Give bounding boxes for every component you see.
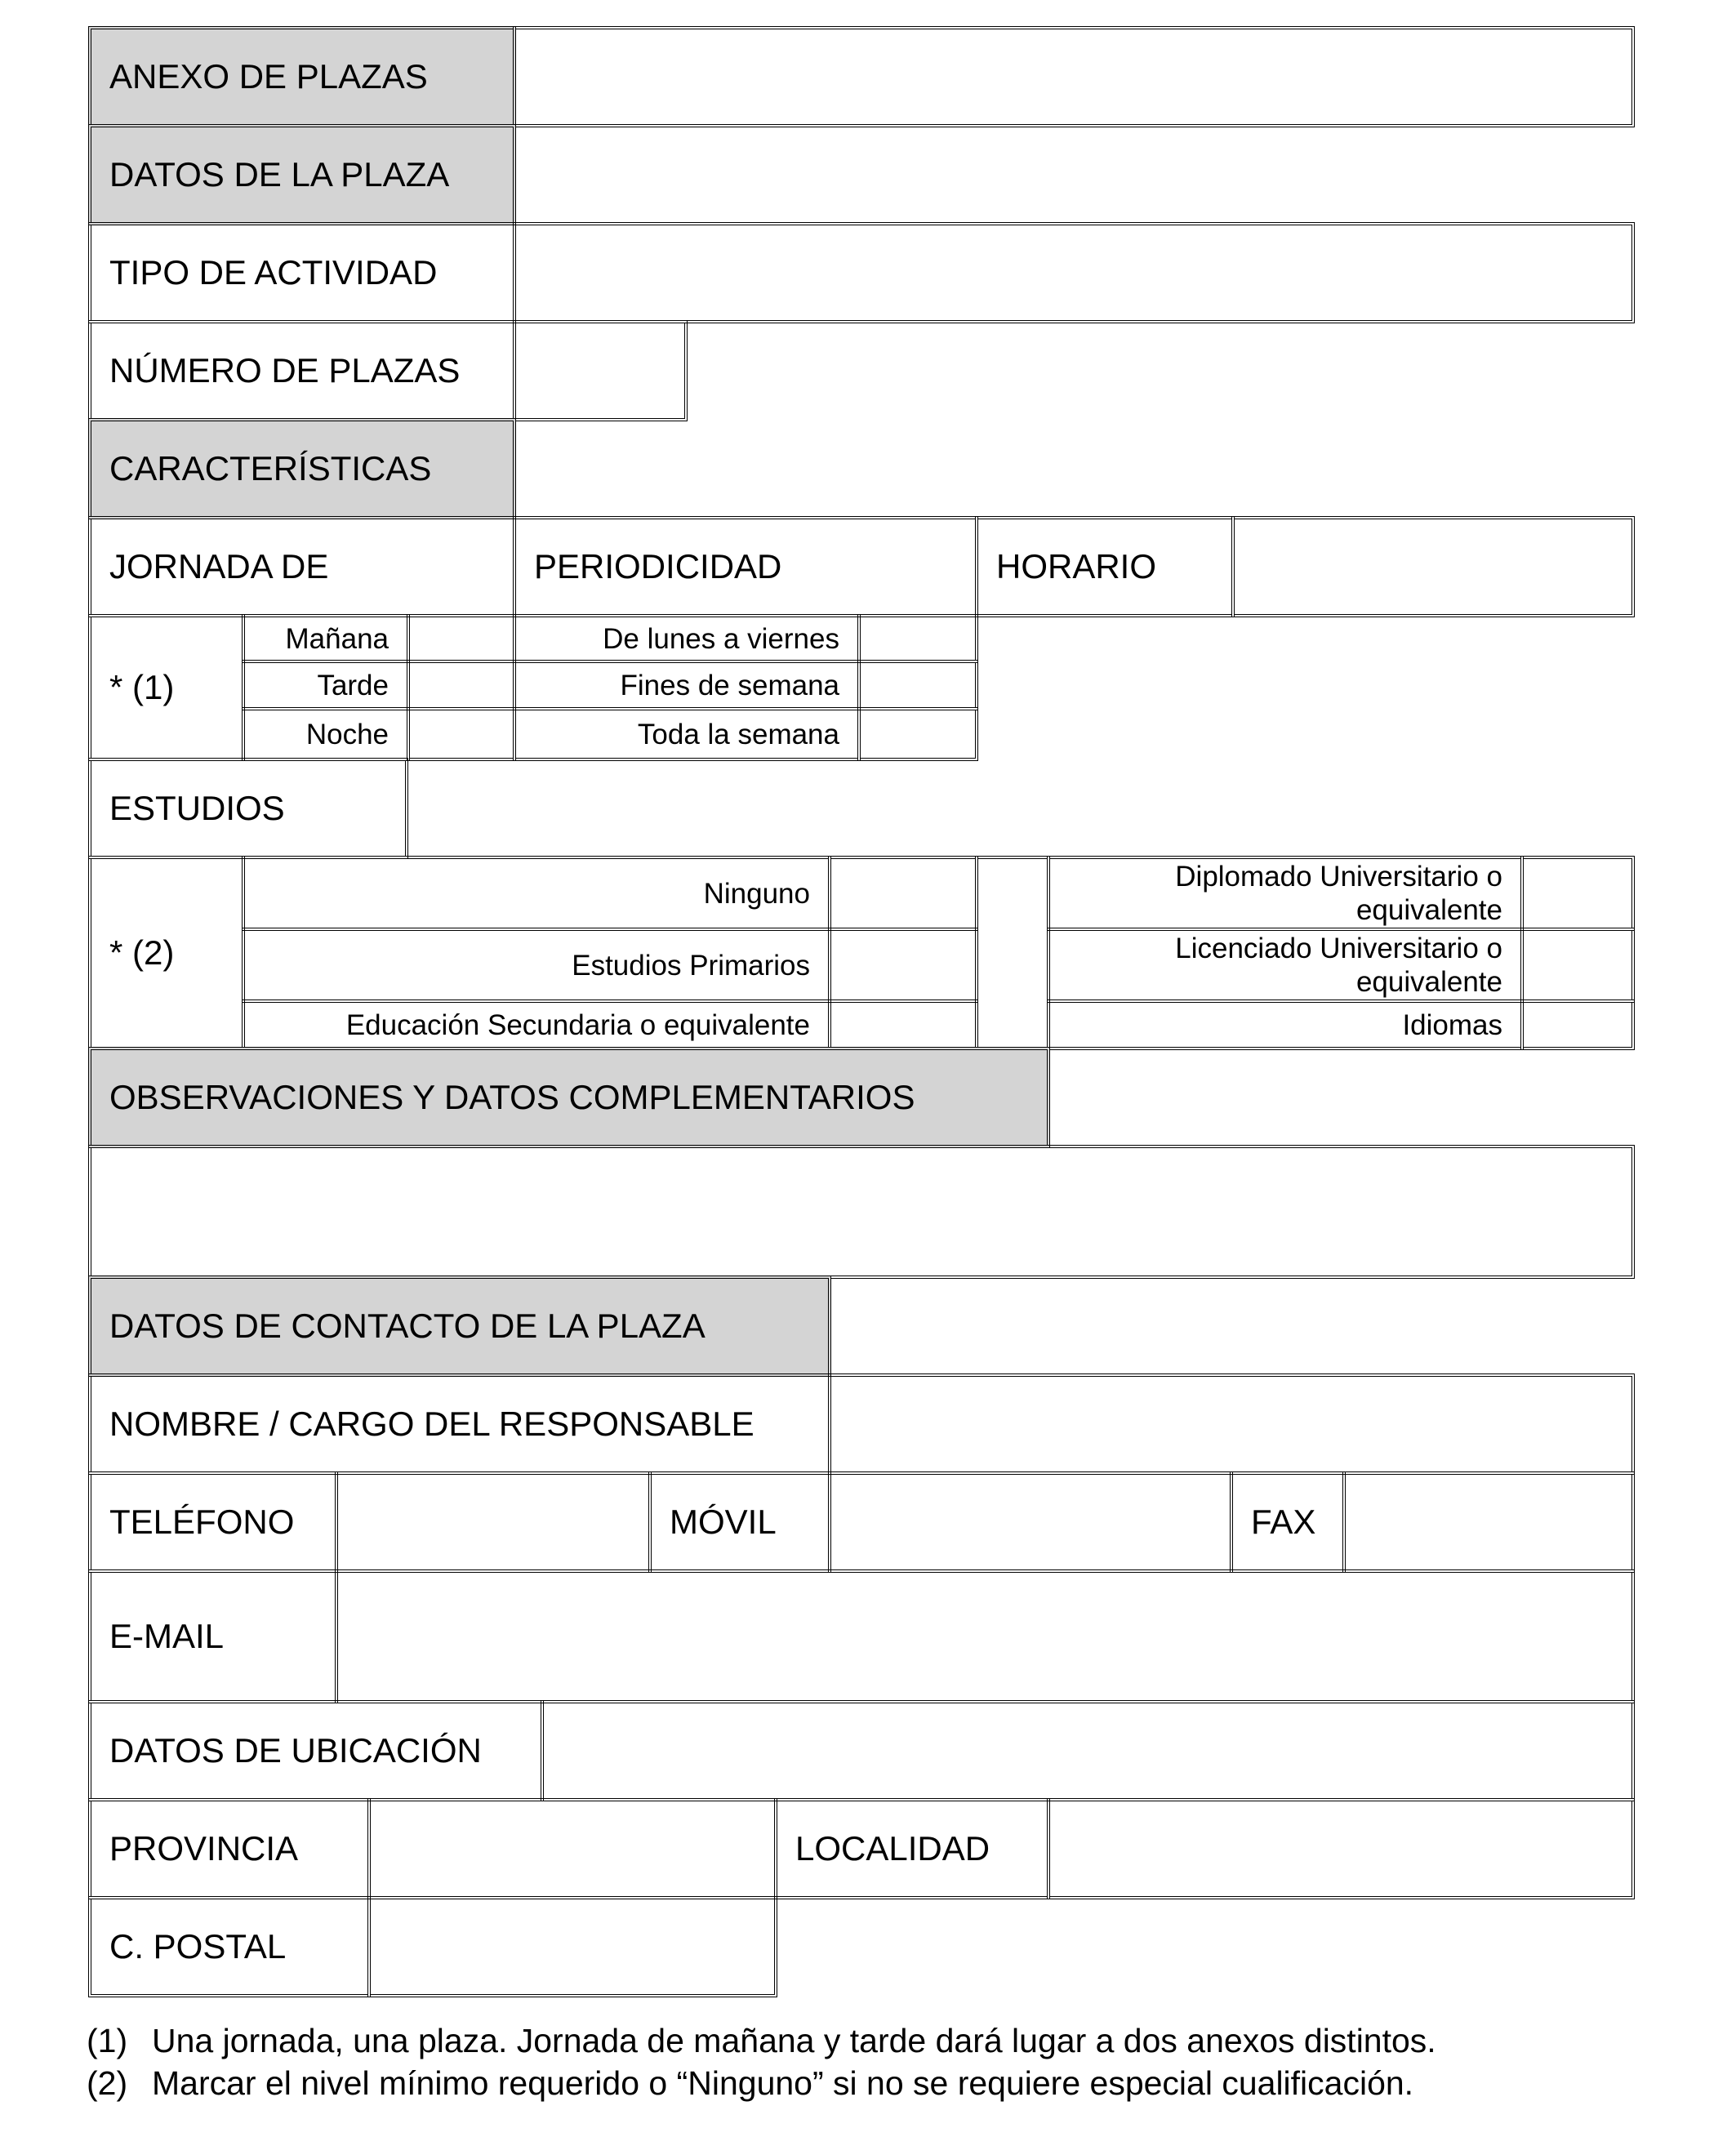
option-diplomado-checkbox[interactable] — [1520, 856, 1635, 931]
footnote-1 — [87, 2022, 1436, 2060]
movil-field[interactable] — [828, 1471, 1233, 1573]
estudios-spacer — [975, 856, 1050, 1050]
option-ninguno-label: Ninguno — [242, 856, 831, 931]
anexo-label: ANEXO DE PLAZAS — [88, 26, 516, 127]
numero-plazas-field[interactable] — [513, 320, 688, 421]
postal-label: C. POSTAL — [88, 1896, 371, 1997]
option-noche-checkbox[interactable] — [407, 707, 516, 761]
responsable-field[interactable] — [828, 1373, 1635, 1475]
footnote-2-number: (2) — [87, 2064, 128, 2102]
postal-field[interactable] — [367, 1896, 777, 1997]
caracteristicas-label: CARACTERÍSTICAS — [88, 418, 516, 519]
option-idiomas-label: Idiomas — [1047, 999, 1524, 1050]
estudios-label: ESTUDIOS — [88, 758, 408, 859]
option-lunes-viernes-label: De lunes a viernes — [513, 614, 861, 663]
footnote-1-number: (1) — [87, 2022, 128, 2059]
option-fines-semana-label: Fines de semana — [513, 660, 861, 710]
email-field[interactable] — [335, 1569, 1635, 1703]
option-manana-checkbox[interactable] — [407, 614, 516, 663]
footnote-2 — [87, 2064, 1413, 2103]
ubicacion-label: DATOS DE UBICACIÓN — [88, 1700, 544, 1801]
option-diplomado-label: Diplomado Universitario o equivalente — [1047, 856, 1524, 931]
email-label: E-MAIL — [88, 1569, 338, 1703]
option-tarde-checkbox[interactable] — [407, 660, 516, 710]
option-idiomas-checkbox[interactable] — [1520, 999, 1635, 1050]
telefono-label: TELÉFONO — [88, 1471, 338, 1573]
option-manana-label: Mañana — [242, 614, 410, 663]
option-licenciado-label: Licenciado Universitario o equivalente — [1047, 928, 1524, 1003]
option-fines-semana-checkbox[interactable] — [857, 660, 978, 710]
localidad-field[interactable] — [1047, 1798, 1635, 1899]
option-lunes-viernes-checkbox[interactable] — [857, 614, 978, 663]
observaciones-label: OBSERVACIONES Y DATOS COMPLEMENTARIOS — [88, 1047, 1050, 1148]
datos-plaza-label: DATOS DE LA PLAZA — [88, 124, 516, 225]
option-ninguno-checkbox[interactable] — [828, 856, 978, 931]
provincia-field[interactable] — [367, 1798, 777, 1899]
footnote-2-text: Marcar el nivel mínimo requerido o “Ninguno” si no se requiere especial cualificación. — [152, 2064, 1414, 2102]
jornada-label: JORNADA DE — [88, 516, 516, 617]
option-tarde-label: Tarde — [242, 660, 410, 710]
horario-label: HORARIO — [975, 516, 1235, 617]
option-licenciado-checkbox[interactable] — [1520, 928, 1635, 1003]
option-secundaria-checkbox[interactable] — [828, 999, 978, 1050]
horario-field[interactable] — [1231, 516, 1635, 617]
provincia-label: PROVINCIA — [88, 1798, 371, 1899]
option-toda-semana-checkbox[interactable] — [857, 707, 978, 761]
footnote-1-text: Una jornada, una plaza. Jornada de mañana y tarde dará lugar a dos anexos distintos. — [152, 2022, 1436, 2059]
tipo-actividad-label: TIPO DE ACTIVIDAD — [88, 222, 516, 323]
option-toda-semana-label: Toda la semana — [513, 707, 861, 761]
option-primarios-label: Estudios Primarios — [242, 928, 831, 1003]
note1-marker: * (1) — [88, 614, 245, 761]
ubicacion-field[interactable] — [541, 1700, 1635, 1801]
observaciones-field[interactable] — [88, 1145, 1635, 1279]
option-secundaria-label: Educación Secundaria o equivalente — [242, 999, 831, 1050]
responsable-label: NOMBRE / CARGO DEL RESPONSABLE — [88, 1373, 831, 1475]
telefono-field[interactable] — [335, 1471, 652, 1573]
numero-plazas-label: NÚMERO DE PLAZAS — [88, 320, 516, 421]
option-primarios-checkbox[interactable] — [828, 928, 978, 1003]
localidad-label: LOCALIDAD — [774, 1798, 1050, 1899]
tipo-actividad-field[interactable] — [513, 222, 1635, 323]
anexo-field[interactable] — [513, 26, 1635, 127]
note2-marker: * (2) — [88, 856, 245, 1050]
periodicidad-label: PERIODICIDAD — [513, 516, 978, 617]
fax-label: FAX — [1230, 1471, 1346, 1573]
contacto-label: DATOS DE CONTACTO DE LA PLAZA — [88, 1276, 831, 1377]
option-noche-label: Noche — [242, 707, 410, 761]
fax-field[interactable] — [1342, 1471, 1635, 1573]
movil-label: MÓVIL — [648, 1471, 831, 1573]
